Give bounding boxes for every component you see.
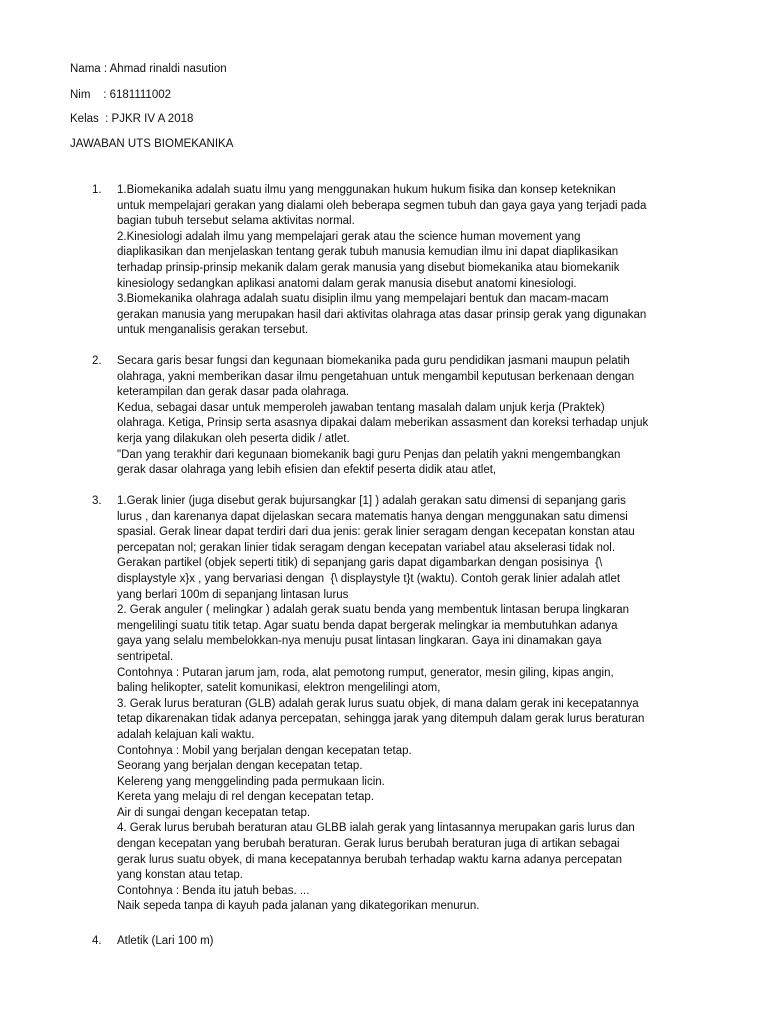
answer-line: gerakan manusia yang merupakan hasil dari aktivitas olahraga atas dasar prinsip gerak yang digunakan bbox=[117, 308, 647, 321]
answer-line: tetap dikarenakan tidak adanya percepatan, sehingga jarak yang ditempuh dalam gerak lurus beraturan bbox=[117, 713, 645, 726]
answer-line: gerak dasar olahraga yang lebih efisien dan efektif peserta didik atau atlet, bbox=[117, 464, 497, 477]
answer-line: untuk mempelajari gerakan yang dialami oleh beberapa segmen tubuh dan gaya gaya yang terjadi pada bbox=[117, 199, 647, 212]
answer-line: 1.Biomekanika adalah suatu ilmu yang menggunakan hukum hukum fisika dan konsep keteknikan bbox=[117, 184, 616, 196]
answer-line: "Dan yang terakhir dari kegunaan biomekanik bagi guru Penjas dan pelatih yakni mengembangkan bbox=[117, 448, 621, 461]
student-nim: Nim : 6181111002 bbox=[70, 89, 172, 101]
answer-line: sentripetal. bbox=[117, 650, 174, 663]
answer-4-text bbox=[117, 934, 692, 950]
answer-line: olahraga, yakni memberikan dasar ilmu pengetahuan untuk mengambil keputusan berkenaan dengan bbox=[117, 370, 635, 383]
answer-4-number: 4. bbox=[92, 935, 102, 947]
answer-line: gerak lurus suatu obyek, di mana kecepatannya berubah terhadap waktu karna adanya percepatan bbox=[117, 853, 623, 866]
answer-line: Naik sepeda tanpa di kayuh pada jalanan yang dikategorikan menurun. bbox=[117, 900, 480, 913]
answer-line: dengan kecepatan yang berubah beraturan. Gerak lurus berubah beraturan juga di artikan sebagai bbox=[117, 838, 620, 851]
answer-line: Kelereng yang menggelinding pada permukaan licin. bbox=[117, 775, 385, 788]
answer-line: untuk menganalisis gerakan tersebut. bbox=[117, 324, 309, 337]
answer-line: Atletik (Lari 100 m) bbox=[117, 935, 214, 947]
answer-line: kinesiology sedangkan aplikasi anatomi dalam gerak manusia disebut anatomi kinesiologi. bbox=[117, 277, 577, 290]
answer-line: percepatan nol; gerakan linier tidak seragam dengan kecepatan variabel atau akselerasi tidak nol. bbox=[117, 541, 616, 554]
answer-line: kerja yang dilakukan oleh peserta didik / atlet. bbox=[117, 432, 350, 445]
answer-line: Contohnya : Benda itu jatuh bebas. ... bbox=[117, 884, 310, 897]
answer-line: Kereta yang melaju di rel dengan kecepatan tetap. bbox=[117, 791, 375, 804]
answer-2-text bbox=[117, 354, 692, 479]
answer-line: Seorang yang berjalan dengan kecepatan tetap. bbox=[117, 760, 363, 773]
answer-line: keterampilan dan gerak dasar pada olahraga. bbox=[117, 386, 350, 399]
answer-line: displaystyle x}x , yang bervariasi dengan {\ displaystyle t}t (waktu). Contoh gerak linier adalah atlet bbox=[117, 572, 621, 585]
answer-line: yang konstan atau tetap. bbox=[117, 869, 243, 882]
answer-line: yang berlari 100m di sepanjang lintasan lurus bbox=[117, 588, 349, 601]
student-name: Nama : Ahmad rinaldi nasution bbox=[70, 63, 227, 75]
document-title: JAWABAN UTS BIOMEKANIKA bbox=[70, 138, 234, 150]
answer-line: 2. Gerak anguler ( melingkar ) adalah gerak suatu benda yang membentuk lintasan berupa lingkaran bbox=[117, 604, 630, 617]
answer-line: Gerakan partikel (objek seperti titik) di sepanjang garis dapat digambarkan dengan posisinya {\ bbox=[117, 557, 603, 570]
answer-line: 3. Gerak lurus beraturan (GLB) adalah gerak lurus suatu objek, di mana dalam gerak ini kecepatannya bbox=[117, 697, 639, 710]
answer-2-number: 2. bbox=[92, 355, 102, 367]
answer-line: Secara garis besar fungsi dan kegunaan biomekanika pada guru pendidikan jasmani maupun pelatih bbox=[117, 355, 630, 367]
answer-1-number: 1. bbox=[92, 184, 102, 196]
answer-line: mengelilingi suatu titik tetap. Agar suatu benda dapat bergerak melingkar ia membutuhkan adanya bbox=[117, 619, 618, 632]
answer-line: spasial. Gerak linear dapat terdiri dari dua jenis: gerak linier seragam dengan kecepatan konstan atau bbox=[117, 526, 635, 539]
answer-line: Contohnya : Mobil yang berjalan dengan kecepatan tetap. bbox=[117, 744, 412, 757]
answer-3-text bbox=[117, 494, 692, 915]
answer-line: bagian tubuh tersebut selama aktivitas normal. bbox=[117, 215, 355, 228]
answer-3-number: 3. bbox=[92, 495, 102, 507]
answer-line: 2.Kinesiologi adalah ilmu yang mempelajari gerak atau the science human movement yang bbox=[117, 230, 581, 243]
answer-line: terhadap prinsip-prinsip mekanik dalam gerak manusia yang disebut biomekanika atau biomekanik bbox=[117, 261, 620, 274]
student-class: Kelas : PJKR IV A 2018 bbox=[70, 113, 194, 125]
answer-line: lurus , dan karenanya dapat dijelaskan secara matematis hanya dengan menggunakan satu dimensi bbox=[117, 510, 628, 523]
answer-line: 4. Gerak lurus berubah beraturan atau GLBB ialah gerak yang lintasannya merupakan garis lurus dan bbox=[117, 822, 635, 835]
answer-line: 3.Biomekanika olahraga adalah suatu disiplin ilmu yang mempelajari bentuk dan macam-macam bbox=[117, 293, 609, 306]
answer-line: gaya yang selalu membelokkan-nya menuju pusat lintasan lingkaran. Gaya ini dinamakan gaya bbox=[117, 635, 602, 648]
answer-line: Kedua, sebagai dasar untuk memperoleh jawaban tentang masalah dalam unjuk kerja (Praktek) bbox=[117, 401, 605, 414]
answer-line: Air di sungai dengan kecepatan tetap. bbox=[117, 806, 311, 819]
answer-line: diaplikasikan dan menjelaskan tentang gerak tubuh manusia kemudian ilmu ini dapat diaplikasikan bbox=[117, 246, 619, 259]
answer-line: Contohnya : Putaran jarum jam, roda, alat pemotong rumput, generator, mesin giling, kipas angin, bbox=[117, 666, 614, 679]
answer-line: 1.Gerak linier (juga disebut gerak bujursangkar [1] ) adalah gerakan satu dimensi di sepanjang garis bbox=[117, 495, 626, 507]
answer-line: olahraga. Ketiga, Prinsip serta asasnya dipakai dalam meberikan assasment dan koreksi terhadap unjuk bbox=[117, 417, 649, 430]
answer-line: adalah kelajuan kali waktu. bbox=[117, 728, 255, 741]
answer-1-text bbox=[117, 183, 692, 339]
answer-line: baling helikopter, satelit komunikasi, elektron mengelilingi atom, bbox=[117, 682, 441, 695]
